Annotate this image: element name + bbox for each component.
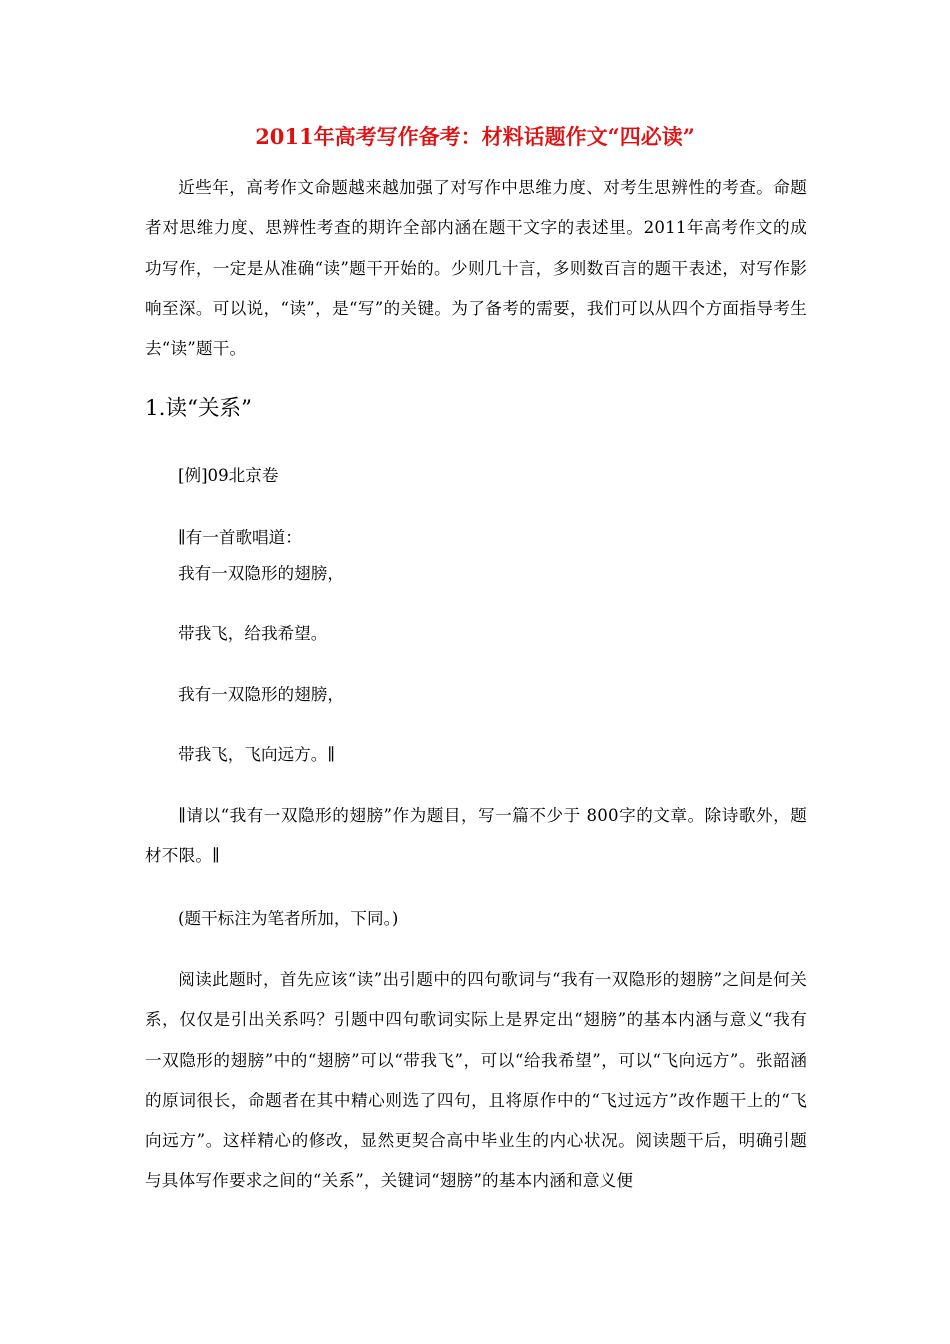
lyric-line: 带我飞，给我希望。 bbox=[178, 624, 328, 643]
section-heading: 1.读“关系” bbox=[145, 396, 252, 421]
lyric-line: 我有一双隐形的翅膀， bbox=[178, 564, 344, 583]
lyric-line: ∥有一首歌唱道： bbox=[178, 528, 302, 547]
lyric-line: 带我飞，飞向远方。∥ bbox=[178, 745, 336, 764]
document-title: 2011年高考写作备考：材料话题作文“四必读” bbox=[255, 124, 695, 149]
analysis-paragraph: 阅读此题时，首先应该“读”出引题中的四句歌词与“我有一双隐形的翅膀”之间是何关系，仅仅是引出关系吗？引题中四句歌词实际上是界定出“翅膀”的基本内涵与意义“我有一双隐形的翅膀”中的“翅膀”可以“带我飞”，可以“给我希望”，可以“飞向远方”。张韶涵的原词很长，命题者在其中精心则选了四句，且将原作中的“飞过远方”改作题干上的“飞向远方”。这样精心的修改，显然更契合高中毕业生的内心状况。阅读题干后，明确引题与具体写作要求之间的“关系”，关键词“翅膀”的基本内涵和意义便 bbox=[145, 970, 807, 1191]
intro-paragraph: 近些年，高考作文命题越来越加强了对写作中思维力度、对考生思辨性的考查。命题者对思维力度、思辨性考查的期许全部内涵在题干文字的表述里。2011年高考作文的成功写作，一定是从准确“读”题干开始的。少则几十言，多则数百言的题干表述，对写作影响至深。可以说，“读”，是“写”的关键。为了备考的需要，我们可以从四个方面指导考生去“读”题干。 bbox=[145, 178, 807, 359]
example-label: [例]09北京卷 bbox=[178, 466, 279, 485]
note-line: (题干标注为笔者所加，下同。) bbox=[178, 909, 399, 928]
prompt-paragraph: ∥请以“我有一双隐形的翅膀”作为题目，写一篇不少于 800字的文章。除诗歌外，题材不限。∥ bbox=[145, 806, 807, 866]
lyric-line: 我有一双隐形的翅膀， bbox=[178, 685, 344, 704]
